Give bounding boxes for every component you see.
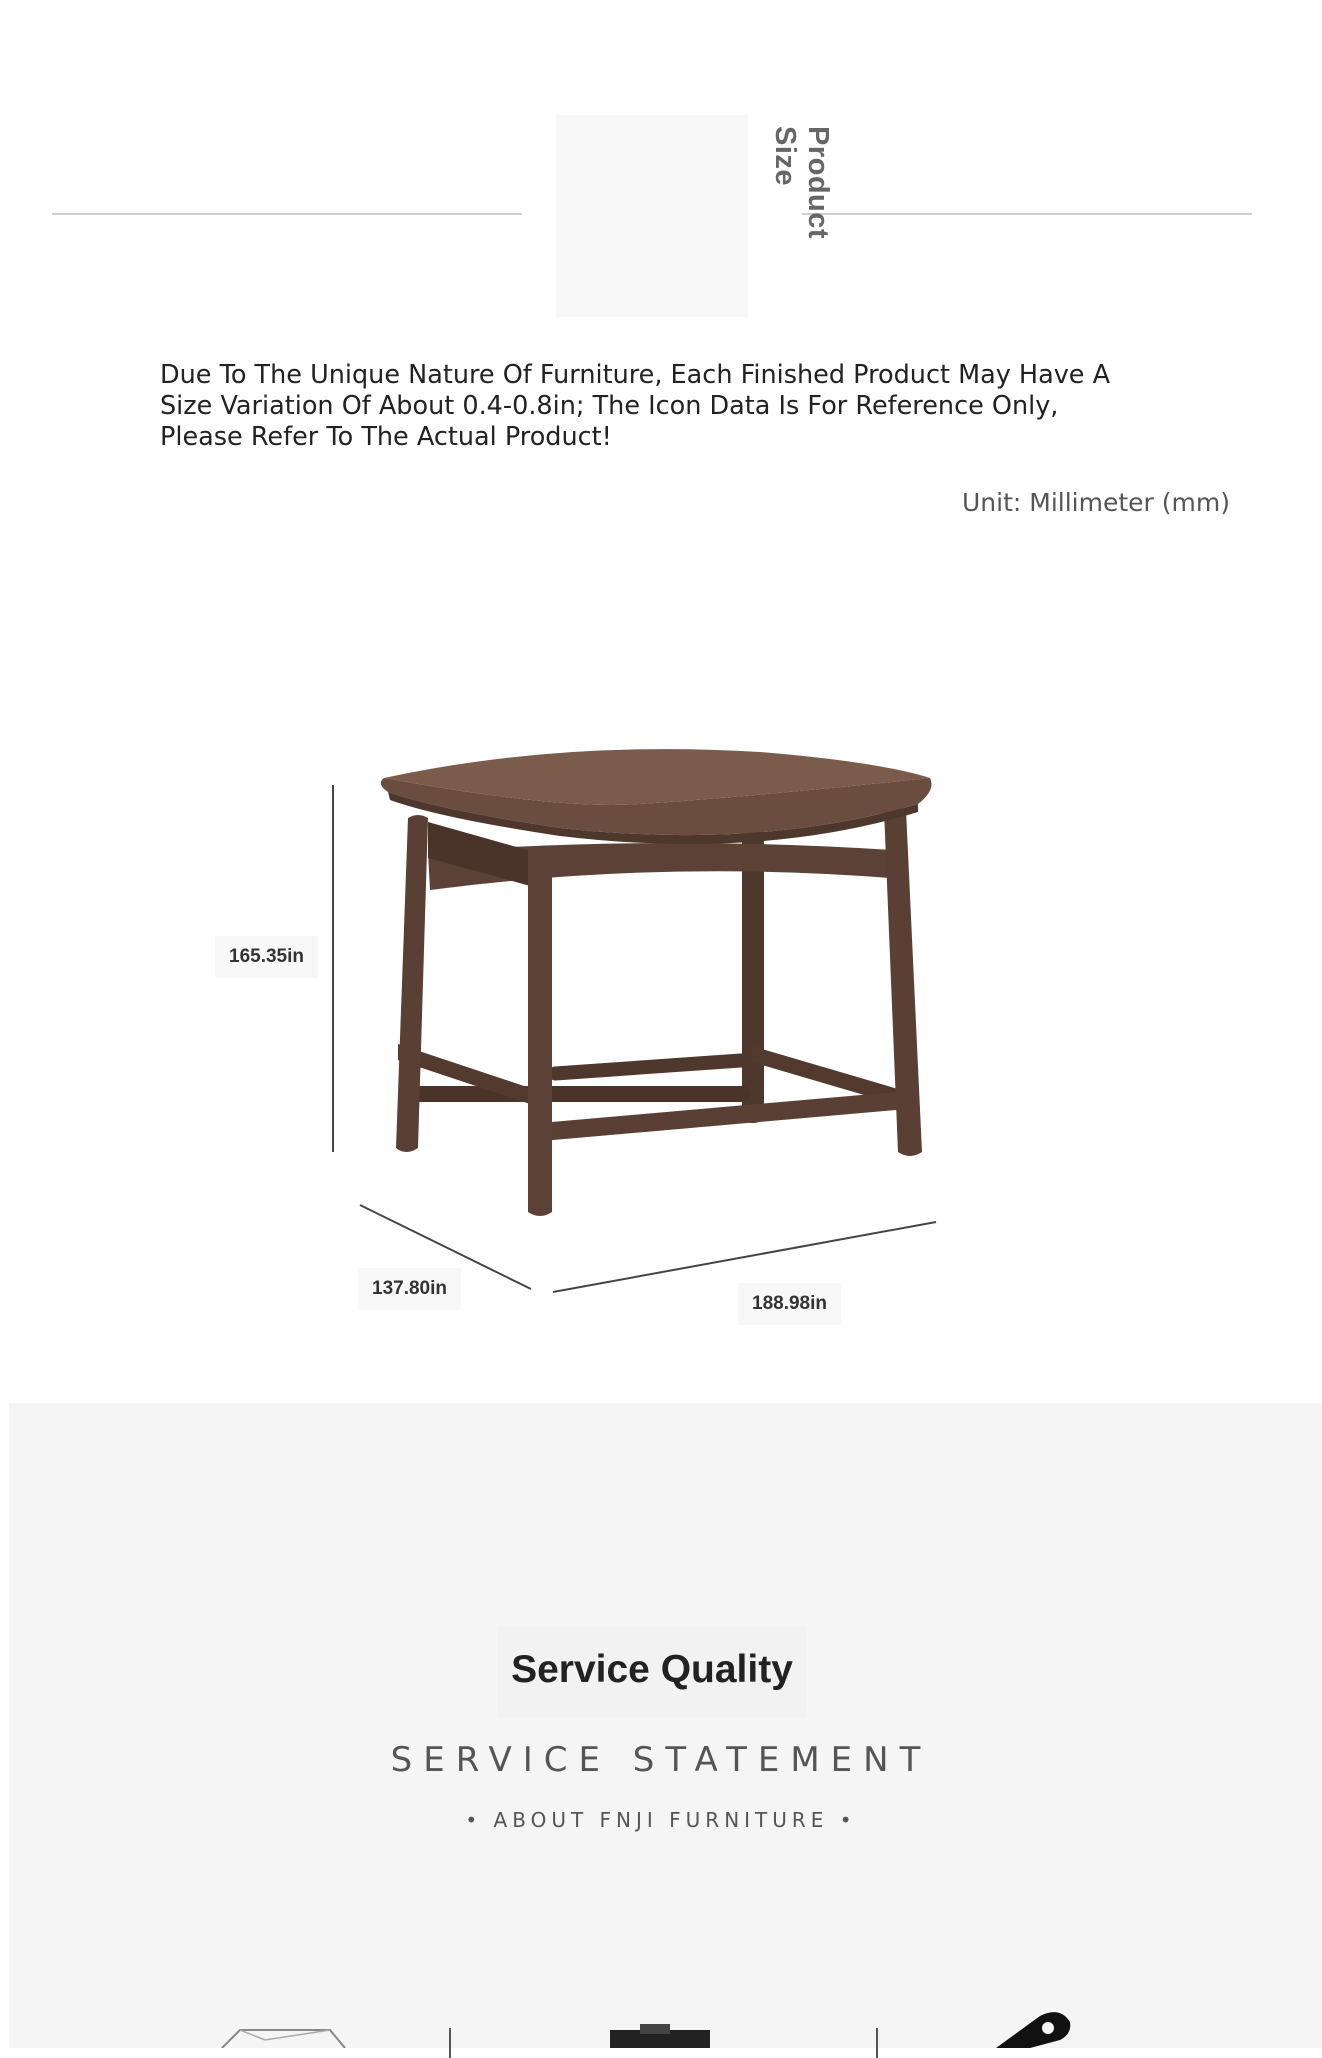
page-title: Product Size — [769, 126, 834, 240]
front-center-leg — [528, 847, 552, 1216]
service-icons-row — [0, 2008, 1322, 2048]
height-dimension-label: 165.35in — [215, 936, 318, 978]
tool-icon — [996, 2012, 1070, 2048]
width-dimension-label: 188.98in — [738, 1283, 841, 1325]
size-variation-notice: Due To The Unique Nature Of Furniture, Each Finished Product May Have A Size Variation Of About 0.4-0.8in; The Icon Data Is For Reference Only, Please Refer To The Actual Product! — [160, 360, 1111, 452]
product-diagram — [0, 700, 1322, 1360]
icon-divider-right — [876, 2028, 878, 2058]
stool-illustration — [0, 700, 1322, 1360]
box-icon — [222, 2030, 345, 2048]
icon-divider-left — [449, 2028, 451, 2058]
depth-dimension-label: 137.80in — [358, 1268, 461, 1310]
header-rule-right — [802, 213, 1252, 215]
width-dimension-line — [553, 1222, 936, 1292]
header-rule-left — [52, 213, 522, 215]
service-statement-subtitle: • ABOUT FNJI FURNITURE • — [465, 1808, 857, 1832]
service-statement-heading: SERVICE STATEMENT — [390, 1740, 932, 1780]
middle-stretcher — [548, 1053, 748, 1081]
service-section — [9, 1403, 1322, 2048]
back-stretcher — [410, 1086, 750, 1102]
title-tile — [556, 115, 748, 317]
unit-label: Unit: Millimeter (mm) — [962, 488, 1230, 517]
service-quality-title: Service Quality — [497, 1627, 807, 1717]
truck-icon — [610, 2024, 710, 2048]
